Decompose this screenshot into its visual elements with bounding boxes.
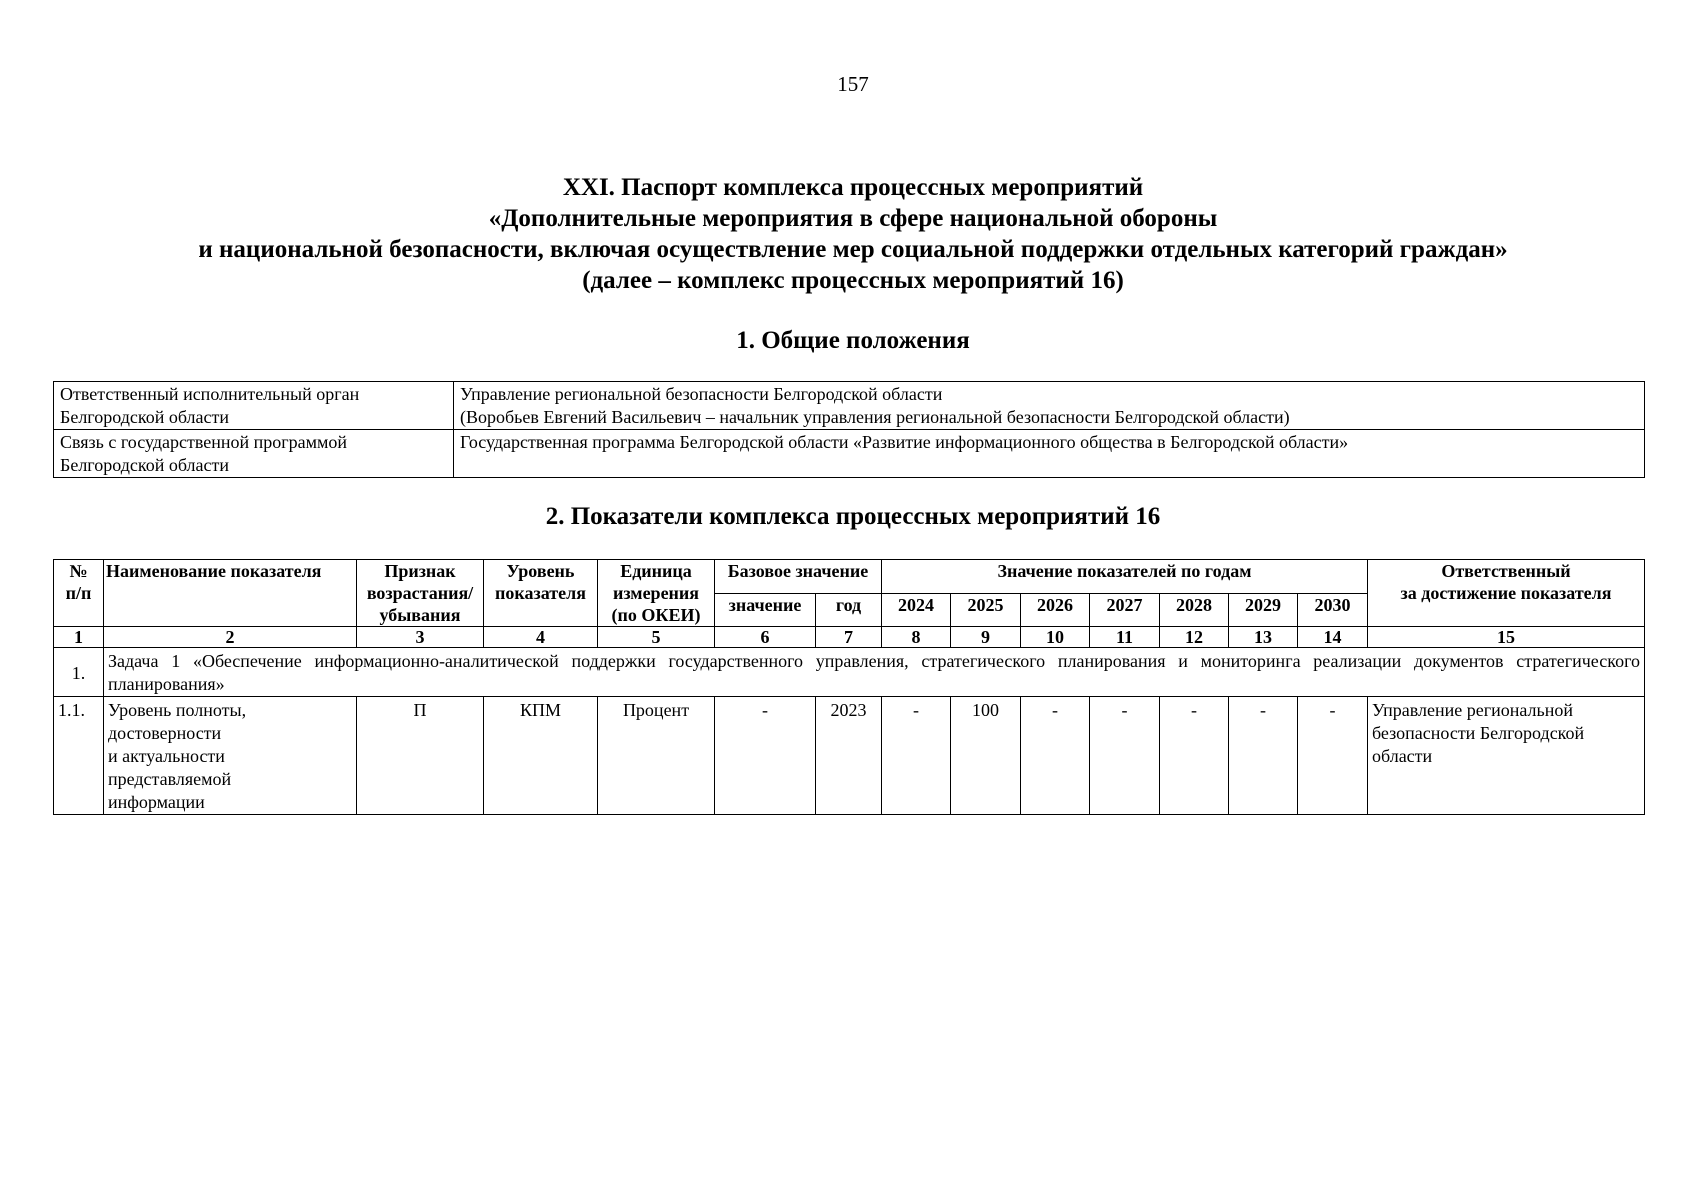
- indicator-unit: Процент: [598, 697, 715, 815]
- title-line-2: «Дополнительные мероприятия в сфере национальной обороны: [488, 205, 1218, 232]
- section-1-heading: 1. Общие положения: [736, 327, 970, 354]
- header-number: [54, 560, 104, 627]
- header-name: Наименование показателя: [104, 560, 357, 627]
- indicator-row: [54, 697, 1645, 815]
- column-number: 9: [951, 627, 1021, 648]
- indicator-year-value: -: [1298, 697, 1368, 815]
- value-line: Государственная программа Белгородской области «Развитие информационного общества в Белгородской области»: [460, 432, 1349, 452]
- header-text: Единица: [620, 561, 692, 581]
- responsible-line: Управление региональной: [1372, 700, 1574, 720]
- indicator-name-line: представляемой: [108, 769, 232, 789]
- task-row: [54, 648, 1645, 697]
- header-year: 2029: [1229, 593, 1298, 627]
- responsible-line: области: [1372, 746, 1433, 766]
- table-row: [54, 382, 1645, 430]
- column-number: 7: [816, 627, 882, 648]
- header-years-group: Значение показателей по годам: [882, 560, 1368, 594]
- header-base-year: год: [816, 593, 882, 627]
- title-line-3: и национальной безопасности, включая осуществление мер социальной поддержки отдельных категорий граждан»: [198, 236, 1508, 263]
- indicator-responsible: [1368, 697, 1645, 815]
- indicator-name-line: и актуальности: [108, 746, 225, 766]
- title-line-1: XXI. Паспорт комплекса процессных мероприятий: [562, 174, 1144, 201]
- indicators-table: [53, 559, 1645, 815]
- header-text: п/п: [65, 583, 92, 603]
- indicator-year-value: -: [1160, 697, 1229, 815]
- indicator-name-line: информации: [108, 792, 205, 812]
- table-row: [54, 430, 1645, 478]
- indicator-name-line: достоверности: [108, 723, 222, 743]
- column-number: 1: [54, 627, 104, 648]
- column-number: 6: [715, 627, 816, 648]
- indicator-level: КПМ: [484, 697, 598, 815]
- value-line: (Воробьев Евгений Васильевич – начальник управления региональной безопасности Белгородской области): [460, 407, 1290, 427]
- column-number: 15: [1368, 627, 1645, 648]
- header-text: Уровень: [506, 561, 575, 581]
- header-base-value: значение: [715, 593, 816, 627]
- label-cell: [54, 382, 454, 430]
- column-number: 5: [598, 627, 715, 648]
- indicator-year-value: -: [1021, 697, 1090, 815]
- header-text: за достижение показателя: [1400, 583, 1612, 603]
- header-text: измерения: [612, 583, 700, 603]
- task-text: Задача 1 «Обеспечение информационно-аналитической поддержки государственного управления, стратегического планирования и мониторинга реализации документов стратегического планирования»: [104, 648, 1645, 697]
- header-text: возрастания/: [366, 583, 474, 603]
- column-number: 3: [357, 627, 484, 648]
- column-number: 10: [1021, 627, 1090, 648]
- label-line: Белгородской области: [60, 407, 230, 427]
- header-text: показателя: [495, 583, 586, 603]
- label-line: Белгородской области: [60, 455, 230, 475]
- indicator-year-value: -: [882, 697, 951, 815]
- label-cell: [54, 430, 454, 478]
- header-year: 2024: [882, 593, 951, 627]
- header-text: Ответственный: [1441, 561, 1571, 581]
- header-row: [54, 560, 1645, 594]
- column-number: 11: [1090, 627, 1160, 648]
- indicator-year-value: -: [1090, 697, 1160, 815]
- header-level: [484, 560, 598, 627]
- document-title: [0, 172, 1706, 296]
- header-sign: [357, 560, 484, 627]
- indicator-name: [104, 697, 357, 815]
- header-text: Признак: [384, 561, 456, 581]
- column-number: 12: [1160, 627, 1229, 648]
- column-number: 2: [104, 627, 357, 648]
- column-number: 8: [882, 627, 951, 648]
- indicator-base-year: 2023: [816, 697, 882, 815]
- header-responsible: [1368, 560, 1645, 627]
- header-year: 2028: [1160, 593, 1229, 627]
- header-text: убывания: [379, 605, 461, 625]
- value-line: Управление региональной безопасности Белгородской области: [460, 384, 943, 404]
- header-year: 2025: [951, 593, 1021, 627]
- header-unit: [598, 560, 715, 627]
- section-2-heading: 2. Показатели комплекса процессных мероприятий 16: [545, 503, 1161, 530]
- indicator-base-value: -: [715, 697, 816, 815]
- header-text: (по ОКЕИ): [611, 605, 701, 625]
- header-year: 2027: [1090, 593, 1160, 627]
- value-cell: [454, 430, 1645, 478]
- title-line-4: (далее – комплекс процессных мероприятий 16): [582, 267, 1124, 294]
- indicator-year-value: -: [1229, 697, 1298, 815]
- label-line: Связь с государственной программой: [60, 432, 348, 452]
- column-number: 14: [1298, 627, 1368, 648]
- column-number: 13: [1229, 627, 1298, 648]
- label-line: Ответственный исполнительный орган: [60, 384, 360, 404]
- general-provisions-table: [53, 381, 1645, 478]
- indicator-name-line: Уровень полноты,: [108, 700, 247, 720]
- header-year: 2026: [1021, 593, 1090, 627]
- indicator-sign: П: [357, 697, 484, 815]
- header-base: Базовое значение: [715, 560, 882, 594]
- page-number: 157: [837, 72, 869, 96]
- column-number-row: [54, 627, 1645, 648]
- header-year: 2030: [1298, 593, 1368, 627]
- value-cell: [454, 382, 1645, 430]
- indicator-number: 1.1.: [54, 697, 104, 815]
- task-number: 1.: [54, 648, 104, 697]
- responsible-line: безопасности Белгородской: [1372, 723, 1585, 743]
- header-text: №: [69, 561, 88, 581]
- column-number: 4: [484, 627, 598, 648]
- indicator-year-value: 100: [951, 697, 1021, 815]
